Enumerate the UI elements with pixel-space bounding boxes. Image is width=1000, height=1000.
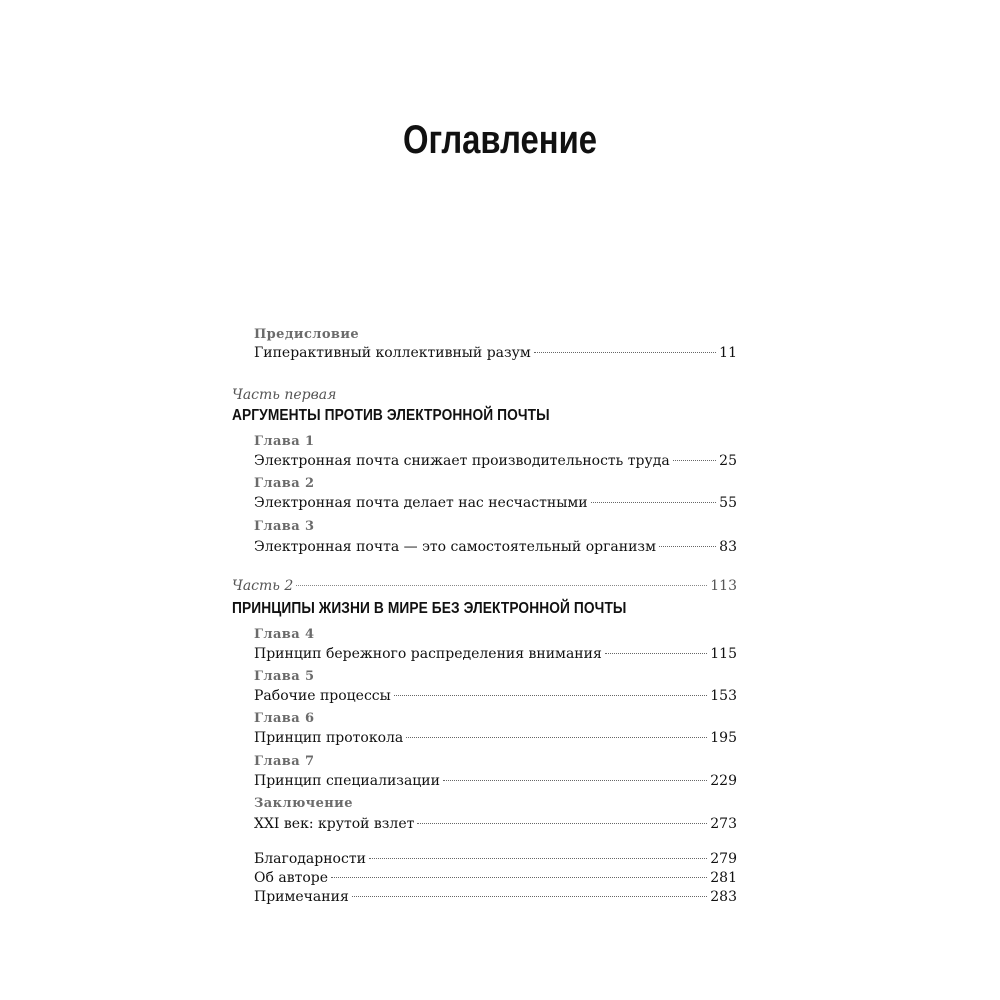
entry-title: Рабочие процессы <box>254 688 391 704</box>
entry-title: Электронная почта делает нас несчастными <box>254 495 588 511</box>
entry-page: 83 <box>719 539 737 555</box>
leader-dots <box>417 823 707 824</box>
entry-title: Благодарности <box>254 851 366 867</box>
toc-entry-chapter-7[interactable] <box>254 772 737 790</box>
entry-title: Гиперактивный коллективный разум <box>254 345 531 361</box>
entry-title: Принцип бережного распределения внимания <box>254 646 602 662</box>
entry-page: 229 <box>710 773 737 789</box>
entry-title: Принцип протокола <box>254 730 404 746</box>
entry-page: 283 <box>710 889 737 905</box>
chapter-7-label: Глава 7 <box>254 754 315 769</box>
entry-title: Электронная почта — это самостоятельный организм <box>254 539 656 555</box>
toc-entry-chapter-2[interactable] <box>254 494 737 512</box>
entry-page: 25 <box>719 453 737 469</box>
toc-entry-chapter-4[interactable] <box>254 645 737 663</box>
entry-page: 113 <box>710 578 737 594</box>
leader-dots <box>331 877 707 878</box>
toc-entry-chapter-5[interactable] <box>254 687 737 705</box>
leader-dots <box>534 352 716 353</box>
page-title: Оглавление <box>402 118 598 162</box>
entry-page: 281 <box>710 870 737 886</box>
toc-entry-about-author[interactable] <box>254 869 737 887</box>
entry-title: Электронная почта снижает производительность труда <box>254 453 670 469</box>
part-one-label: Часть первая <box>232 387 337 403</box>
part-two-heading: ПРИНЦИПЫ ЖИЗНИ В МИРЕ БЕЗ ЭЛЕКТРОННОЙ ПОЧТЫ <box>232 600 627 617</box>
chapter-4-label: Глава 4 <box>254 627 315 642</box>
toc-entry-chapter-6[interactable] <box>254 729 737 747</box>
entry-page: 11 <box>719 345 737 361</box>
preface-label: Предисловие <box>254 327 360 342</box>
entry-page: 153 <box>710 688 737 704</box>
entry-title: Об авторе <box>254 870 329 886</box>
entry-title: Принцип специализации <box>254 773 440 789</box>
leader-dots <box>296 585 707 586</box>
chapter-5-label: Глава 5 <box>254 669 315 684</box>
leader-dots <box>394 695 707 696</box>
conclusion-label: Заключение <box>254 796 353 811</box>
toc-entry-notes[interactable] <box>254 888 737 906</box>
entry-page: 279 <box>710 851 737 867</box>
chapter-2-label: Глава 2 <box>254 476 315 491</box>
leader-dots <box>659 546 716 547</box>
leader-dots <box>443 780 707 781</box>
leader-dots <box>369 858 707 859</box>
entry-page: 273 <box>710 816 737 832</box>
leader-dots <box>605 653 707 654</box>
toc-entry-acknowledgements[interactable] <box>254 850 737 868</box>
toc-entry-part-2[interactable] <box>232 578 737 594</box>
toc-entry-chapter-3[interactable] <box>254 538 737 556</box>
leader-dots <box>406 737 707 738</box>
entry-page: 195 <box>710 730 737 746</box>
entry-page: 55 <box>719 495 737 511</box>
chapter-3-label: Глава 3 <box>254 519 315 534</box>
entry-title: XXI век: крутой взлет <box>254 816 415 832</box>
toc-entry-conclusion[interactable] <box>254 815 737 833</box>
part-one-heading: АРГУМЕНТЫ ПРОТИВ ЭЛЕКТРОННОЙ ПОЧТЫ <box>232 407 550 424</box>
toc-entry-chapter-1[interactable] <box>254 452 737 470</box>
chapter-6-label: Глава 6 <box>254 711 315 726</box>
leader-dots <box>673 460 717 461</box>
part-two-label: Часть 2 <box>232 578 294 594</box>
entry-page: 115 <box>710 646 737 662</box>
toc-entry-preface[interactable] <box>254 344 737 362</box>
entry-title: Примечания <box>254 889 349 905</box>
leader-dots <box>352 896 707 897</box>
chapter-1-label: Глава 1 <box>254 434 315 449</box>
leader-dots <box>591 502 717 503</box>
